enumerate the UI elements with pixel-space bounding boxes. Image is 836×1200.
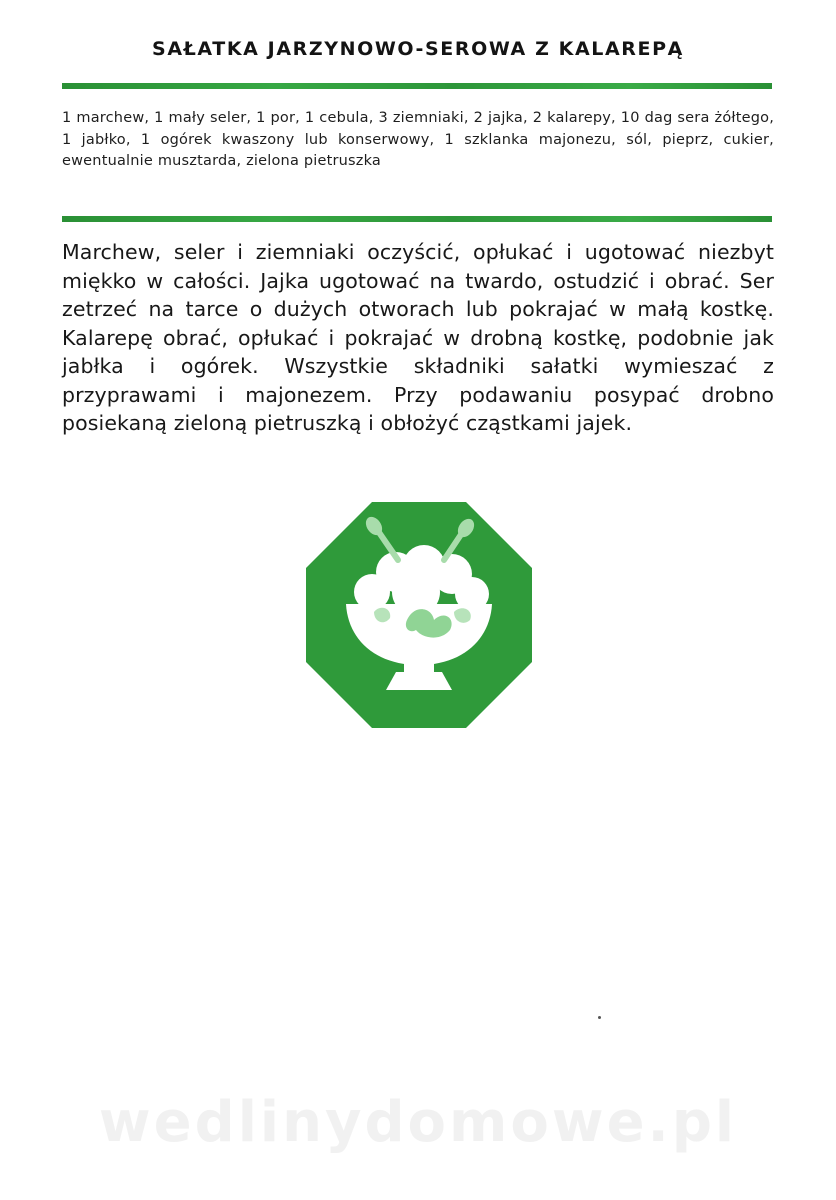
print-speck	[598, 1016, 601, 1019]
watermark: wedlinydomowe.pl	[98, 1090, 738, 1155]
green-divider-top	[62, 83, 772, 89]
salad-bowl-icon	[304, 500, 534, 730]
green-divider-bottom	[62, 216, 772, 222]
bowl-foot	[386, 672, 452, 690]
recipe-title: SAŁATKA JARZYNOWO-SEROWA Z KALAREPĄ	[152, 38, 684, 60]
preparation-text: Marchew, seler i ziemniaki oczyścić, opłukać i ugotować niezbyt miękko w całości. Jajka ugotować na twardo, ostudzić i obrać. Ser zetrzeć na tarce o dużych otworach lub pokrajać w małą kostkę. Kalarepę obrać, opłukać i pokrajać w drobną kostkę, podobnie jak jabłka i ogórek. Wszystkie składniki sałatki wymieszać z przyprawami i majonezem. Przy podawaniu posypać drobno posiekaną zieloną pietruszką i obłożyć cząstkami jajek.	[62, 240, 774, 435]
ingredients-list: 1 marchew, 1 mały seler, 1 por, 1 cebula, 3 ziemniaki, 2 jajka, 2 kalarepy, 10 dag sera żółtego, 1 jabłko, 1 ogórek kwaszony lub konserwowy, 1 szklanka majonezu, sól, pieprz, cukier, ewentualnie musztarda, zielona pietruszka	[62, 110, 774, 169]
